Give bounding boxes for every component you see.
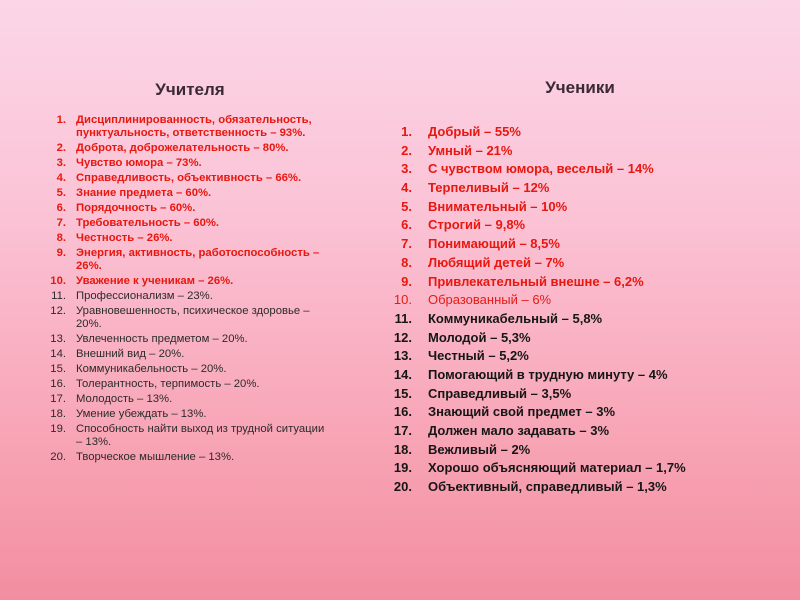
student-quality-item-number: 9. xyxy=(401,273,412,289)
student-quality-item xyxy=(380,311,780,327)
student-quality-item xyxy=(380,236,780,252)
teacher-quality-item-number: 5. xyxy=(56,187,66,199)
student-quality-item xyxy=(380,161,780,177)
teacher-quality-item-number: 7. xyxy=(56,217,66,229)
student-quality-item-text: Привлекательный внешне – 6,2% xyxy=(428,273,644,289)
student-quality-item-text: Должен мало задавать – 3% xyxy=(428,423,610,438)
student-quality-item-text: Добрый – 55% xyxy=(428,124,521,139)
student-quality-item-text: Понимающий – 8,5% xyxy=(428,236,560,252)
teacher-quality-item-text: Коммуникабельность – 20%. xyxy=(76,363,227,375)
teacher-quality-item xyxy=(30,142,330,155)
student-quality-item xyxy=(380,460,780,476)
teacher-quality-item-text: Творческое мышление – 13%. xyxy=(76,451,235,463)
teacher-quality-item-number: 12. xyxy=(50,305,66,317)
teacher-quality-item-number: 1. xyxy=(56,114,66,126)
student-quality-item-number: 18. xyxy=(393,441,412,457)
teacher-quality-item-number: 10. xyxy=(50,275,66,287)
teacher-quality-item-text: Справедливость, объективность – 66%. xyxy=(76,172,302,184)
student-quality-item-number: 14. xyxy=(393,366,412,382)
teacher-quality-item xyxy=(30,202,330,215)
teacher-quality-item xyxy=(30,172,330,185)
teacher-quality-item xyxy=(30,217,330,230)
student-quality-item-number: 20. xyxy=(393,479,412,495)
teacher-quality-item-text: Требовательность – 60%. xyxy=(76,217,220,229)
student-quality-item-number: 5. xyxy=(401,198,412,214)
student-quality-item-number: 1. xyxy=(401,124,412,139)
student-quality-item-text: Молодой – 5,3% xyxy=(428,329,531,345)
student-quality-item-number: 12. xyxy=(393,329,412,345)
teacher-quality-item xyxy=(30,157,330,170)
teacher-quality-item xyxy=(30,247,330,273)
teacher-quality-item xyxy=(30,378,330,391)
teacher-quality-item-text: Умение убеждать – 13%. xyxy=(76,408,207,420)
student-quality-item-text: Помогающий в трудную минуту – 4% xyxy=(428,366,668,382)
student-quality-item xyxy=(380,348,780,364)
student-quality-item-text: С чувством юмора, веселый – 14% xyxy=(428,161,654,177)
students-title: Ученики xyxy=(545,78,615,97)
students-list xyxy=(380,124,780,495)
student-quality-item-number: 15. xyxy=(393,385,412,401)
teacher-quality-item-number: 15. xyxy=(50,363,66,375)
student-quality-item-number: 17. xyxy=(393,423,412,438)
student-quality-item xyxy=(380,124,780,140)
teacher-quality-item xyxy=(30,187,330,200)
student-quality-item xyxy=(380,404,780,420)
teacher-quality-item-number: 11. xyxy=(51,290,66,302)
student-quality-item xyxy=(380,217,780,233)
teacher-quality-item xyxy=(30,232,330,245)
student-quality-item-number: 2. xyxy=(401,142,412,158)
teacher-quality-item-text: Знание предмета – 60%. xyxy=(76,187,212,199)
student-quality-item xyxy=(380,274,780,290)
teacher-quality-item-number: 3. xyxy=(56,157,66,169)
teacher-quality-item-text: Толерантность, терпимость – 20%. xyxy=(76,378,260,390)
student-quality-item-number: 13. xyxy=(393,348,412,364)
student-quality-item xyxy=(380,386,780,402)
student-quality-item-text: Строгий – 9,8% xyxy=(428,217,526,233)
student-quality-item xyxy=(380,479,780,495)
student-quality-item-text: Вежливый – 2% xyxy=(428,441,531,457)
teacher-quality-item-number: 16. xyxy=(50,378,66,390)
student-quality-item-number: 8. xyxy=(401,254,412,270)
teacher-quality-item-number: 9. xyxy=(56,247,66,259)
student-quality-item xyxy=(380,255,780,271)
teacher-quality-item-number: 14. xyxy=(50,348,66,360)
student-quality-item-number: 11. xyxy=(394,310,412,326)
student-quality-item-text: Хорошо объясняющий материал – 1,7% xyxy=(428,460,686,476)
student-quality-item-text: Справедливый – 3,5% xyxy=(428,385,572,401)
student-quality-item-text: Коммуникабельный – 5,8% xyxy=(428,310,603,326)
teacher-quality-item-number: 17. xyxy=(50,393,66,405)
teacher-quality-item-text: Профессионализм – 23%. xyxy=(76,290,213,302)
students-column xyxy=(380,78,780,498)
teacher-quality-item-text: Способность найти выход из трудной ситуации – 13%. xyxy=(76,423,325,448)
teacher-quality-item-text: Дисциплинированность, обязательность, пунктуальность, ответственность – 93%. xyxy=(76,114,312,139)
teacher-quality-item-text: Увлеченность предметом – 20%. xyxy=(76,333,248,345)
teacher-quality-item-text: Уравновешенность, психическое здоровье – 20%. xyxy=(76,305,310,330)
student-quality-item xyxy=(380,367,780,383)
teachers-column xyxy=(30,80,330,466)
student-quality-item-number: 3. xyxy=(401,161,412,177)
teacher-quality-item-number: 18. xyxy=(50,408,66,420)
student-quality-item-text: Знающий свой предмет – 3% xyxy=(428,404,616,420)
student-quality-item-number: 7. xyxy=(401,236,412,252)
teacher-quality-item-text: Чувство юмора – 73%. xyxy=(76,157,202,169)
student-quality-item xyxy=(380,180,780,196)
teacher-quality-item-number: 4. xyxy=(56,172,66,184)
student-quality-item xyxy=(380,330,780,346)
student-quality-item-number: 19. xyxy=(393,460,412,476)
student-quality-item-text: Объективный, справедливый – 1,3% xyxy=(428,479,667,495)
teacher-quality-item-text: Внешний вид – 20%. xyxy=(76,348,185,360)
teacher-quality-item-number: 19. xyxy=(50,423,66,435)
teacher-quality-item xyxy=(30,114,330,140)
student-quality-item xyxy=(380,292,780,308)
teacher-quality-item xyxy=(30,363,330,376)
student-quality-item-number: 10. xyxy=(393,292,412,308)
teachers-title: Учителя xyxy=(155,80,225,99)
teacher-quality-item-number: 20. xyxy=(50,451,66,463)
student-quality-item xyxy=(380,442,780,458)
teacher-quality-item-text: Порядочность – 60%. xyxy=(76,202,196,214)
student-quality-item-number: 16. xyxy=(393,404,412,420)
teacher-quality-item xyxy=(30,348,330,361)
student-quality-item-number: 6. xyxy=(401,217,412,233)
student-quality-item-number: 4. xyxy=(401,180,412,196)
student-quality-item-text: Умный – 21% xyxy=(428,142,513,158)
student-quality-item xyxy=(380,199,780,215)
teacher-quality-item xyxy=(30,305,330,331)
teacher-quality-item xyxy=(30,423,330,449)
student-quality-item-text: Образованный – 6% xyxy=(428,292,552,308)
student-quality-item-text: Честный – 5,2% xyxy=(428,348,529,364)
teacher-quality-item-number: 2. xyxy=(56,142,66,154)
student-quality-item xyxy=(380,423,780,439)
teacher-quality-item-number: 13. xyxy=(50,333,66,345)
teacher-quality-item xyxy=(30,393,330,406)
teacher-quality-item-text: Честность – 26%. xyxy=(76,232,173,244)
student-quality-item-text: Любящий детей – 7% xyxy=(428,254,565,270)
student-quality-item xyxy=(380,143,780,159)
student-quality-item-text: Внимательный – 10% xyxy=(428,198,568,214)
teacher-quality-item xyxy=(30,275,330,288)
teacher-quality-item xyxy=(30,290,330,303)
teacher-quality-item xyxy=(30,333,330,346)
teacher-quality-item-text: Уважение к ученикам – 26%. xyxy=(76,275,234,287)
teacher-quality-item-text: Энергия, активность, работоспособность – 26%. xyxy=(76,247,320,272)
teacher-quality-item xyxy=(30,451,330,464)
teacher-quality-item xyxy=(30,408,330,421)
teacher-quality-item-number: 6. xyxy=(56,202,66,214)
teacher-quality-item-number: 8. xyxy=(56,232,66,244)
teachers-list xyxy=(30,114,330,464)
student-quality-item-text: Терпеливый – 12% xyxy=(428,180,550,196)
teacher-quality-item-text: Молодость – 13%. xyxy=(76,393,173,405)
teacher-quality-item-text: Доброта, доброжелательность – 80%. xyxy=(76,142,289,154)
